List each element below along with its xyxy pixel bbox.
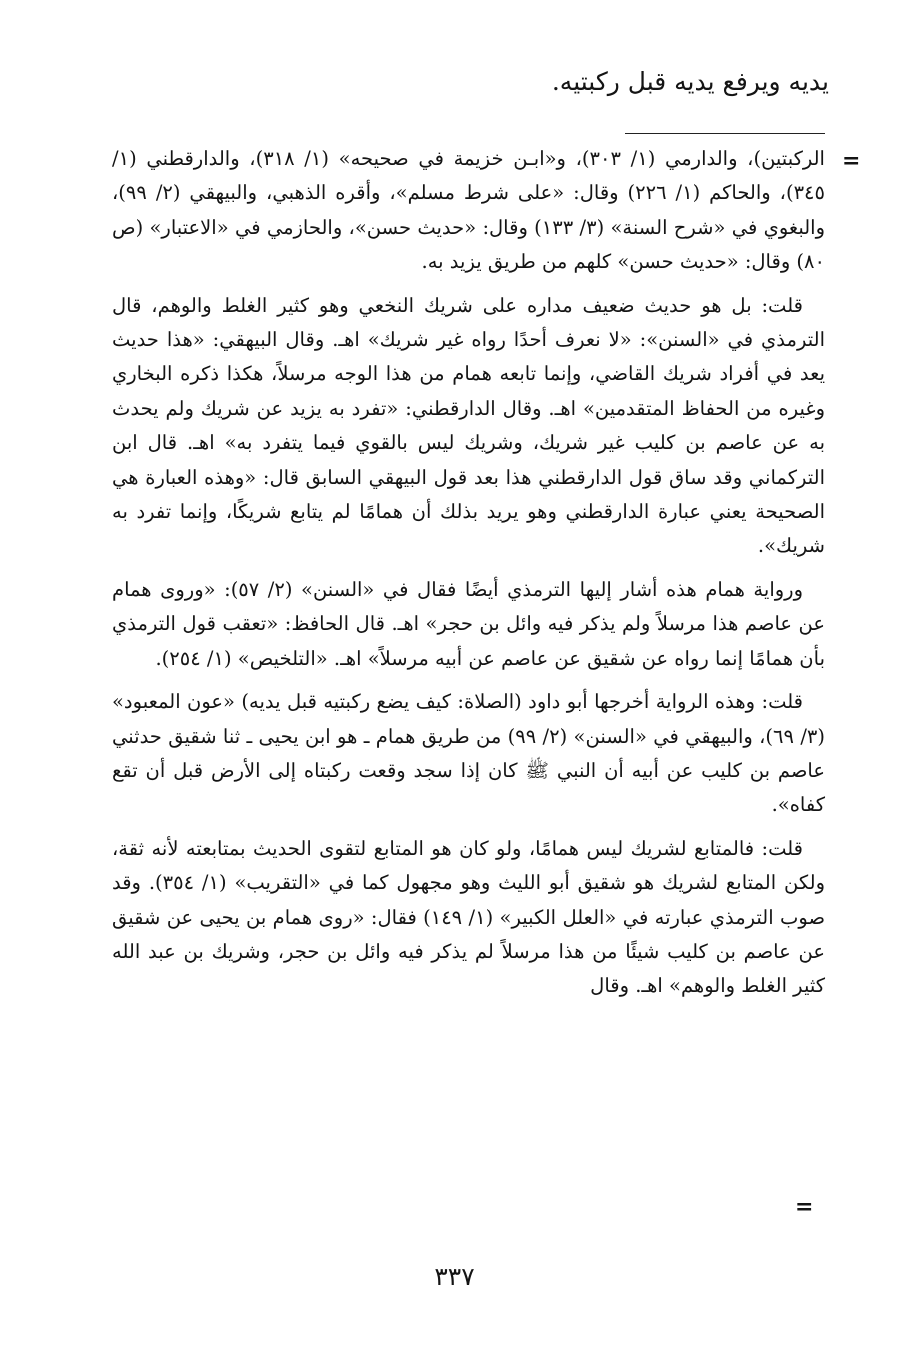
footnote-paragraph-4: قلت: وهذه الرواية أخرجها أبو داود (الصلاة: كيف يضع ركبتيه قبل يديه) «عون المعبود» (٣/ ٦٩)، والبيهقي في «السنن» (٢/ ٩٩) من طريق همام ـ هو ابن يحيى ـ ثنا شقيق حدثني عاصم بن كليب عن أبيه أن النبي ﷺ كان إذا سجد وقعت ركبتاه إلى الأرض قبل أن تقع كفاه». bbox=[112, 690, 826, 817]
footnote-body bbox=[112, 142, 825, 1013]
continuation-marker-top: = bbox=[842, 148, 861, 174]
footnote-paragraph-1: الركبتين)، والدارمي (١/ ٣٠٣)، و«ابـن خزيمة في صحيحه» (١/ ٣١٨)، والدارقطني (١/ ٣٤٥)، والحاكم (١/ ٢٢٦) وقال: «على شرط مسلم»، وأقره الذهبي، والبيهقي (٢/ ٩٩)، والبغوي في «شرح السنة» (٣/ ١٣٣) وقال: «حديث حسن»، والحازمي في «الاعتبار» (ص ٨٠) وقال: «حديث حسن» كلهم من طريق يزيد به. bbox=[112, 147, 825, 274]
footnote-paragraph-3: ورواية همام هذه أشار إليها الترمذي أيضًا فقال في «السنن» (٢/ ٥٧): «وروى همام عن عاصم هذا مرسلاً ولم يذكر فيه وائل بن حجر» اهـ. قال الحافظ: «تعقب قول الترمذي بأن همامًا إنما رواه عن شقيق عن عاصم عن أبيه مرسلاً» اهـ. «التلخيص» (١/ ٢٥٤). bbox=[112, 577, 825, 670]
page-number: ٣٣٧ bbox=[434, 1262, 475, 1291]
footnote-paragraph-2: قلت: بل هو حديث ضعيف مداره على شريك النخعي وهو كثير الغلط والوهم، قال الترمذي في «السنن»: «لا نعرف أحدًا رواه غير شريك» اهـ. وقال البيهقي: «هذا حديث يعد في أفراد شريك القاضي، وإنما تابعه همام من هذا الوجه مرسلاً، هكذا ذكره البخاري وغيره من الحفاظ المتقدمين» اهـ. وقال الدارقطني: «تفرد به يزيد عن شريك ولم يحدث به عن عاصم بن كليب غير شريك، وشريك ليس بالقوي فيما يتفرد به» اهـ. قال ابن التركماني وقد ساق قول الدارقطني هذا بعد قول البيهقي السابق قال: «وهذه العبارة هي الصحيحة يعني عبارة الدارقطني وهو يريد بذلك أن همامًا لم يتابع شريكًا، وإنما تفرد به شريك». bbox=[112, 293, 825, 558]
main-text-line: يديه ويرفع يديه قبل ركبتيه. bbox=[551, 67, 829, 96]
footnote-separator bbox=[625, 133, 825, 134]
footnote-paragraph-5: قلت: فالمتابع لشريك ليس همامًا، ولو كان هو المتابع لتقوى الحديث بمتابعته لأنه ثقة، ولكن المتابع لشريك هو شقيق أبو الليث وهو مجهول كما في «التقريب» (١/ ٣٥٤). وقد صوب الترمذي عبارته في «العلل الكبير» (١/ ١٤٩) فقال: «روى همام بن يحيى عن شقيق عن عاصم بن كليب شيئًا من هذا مرسلاً لم يذكر فيه وائل بن حجر، وشريك بن عبد الله كثير الغلط والوهم» اهـ. وقال bbox=[112, 836, 826, 998]
continuation-marker-bottom: = bbox=[795, 1194, 814, 1220]
